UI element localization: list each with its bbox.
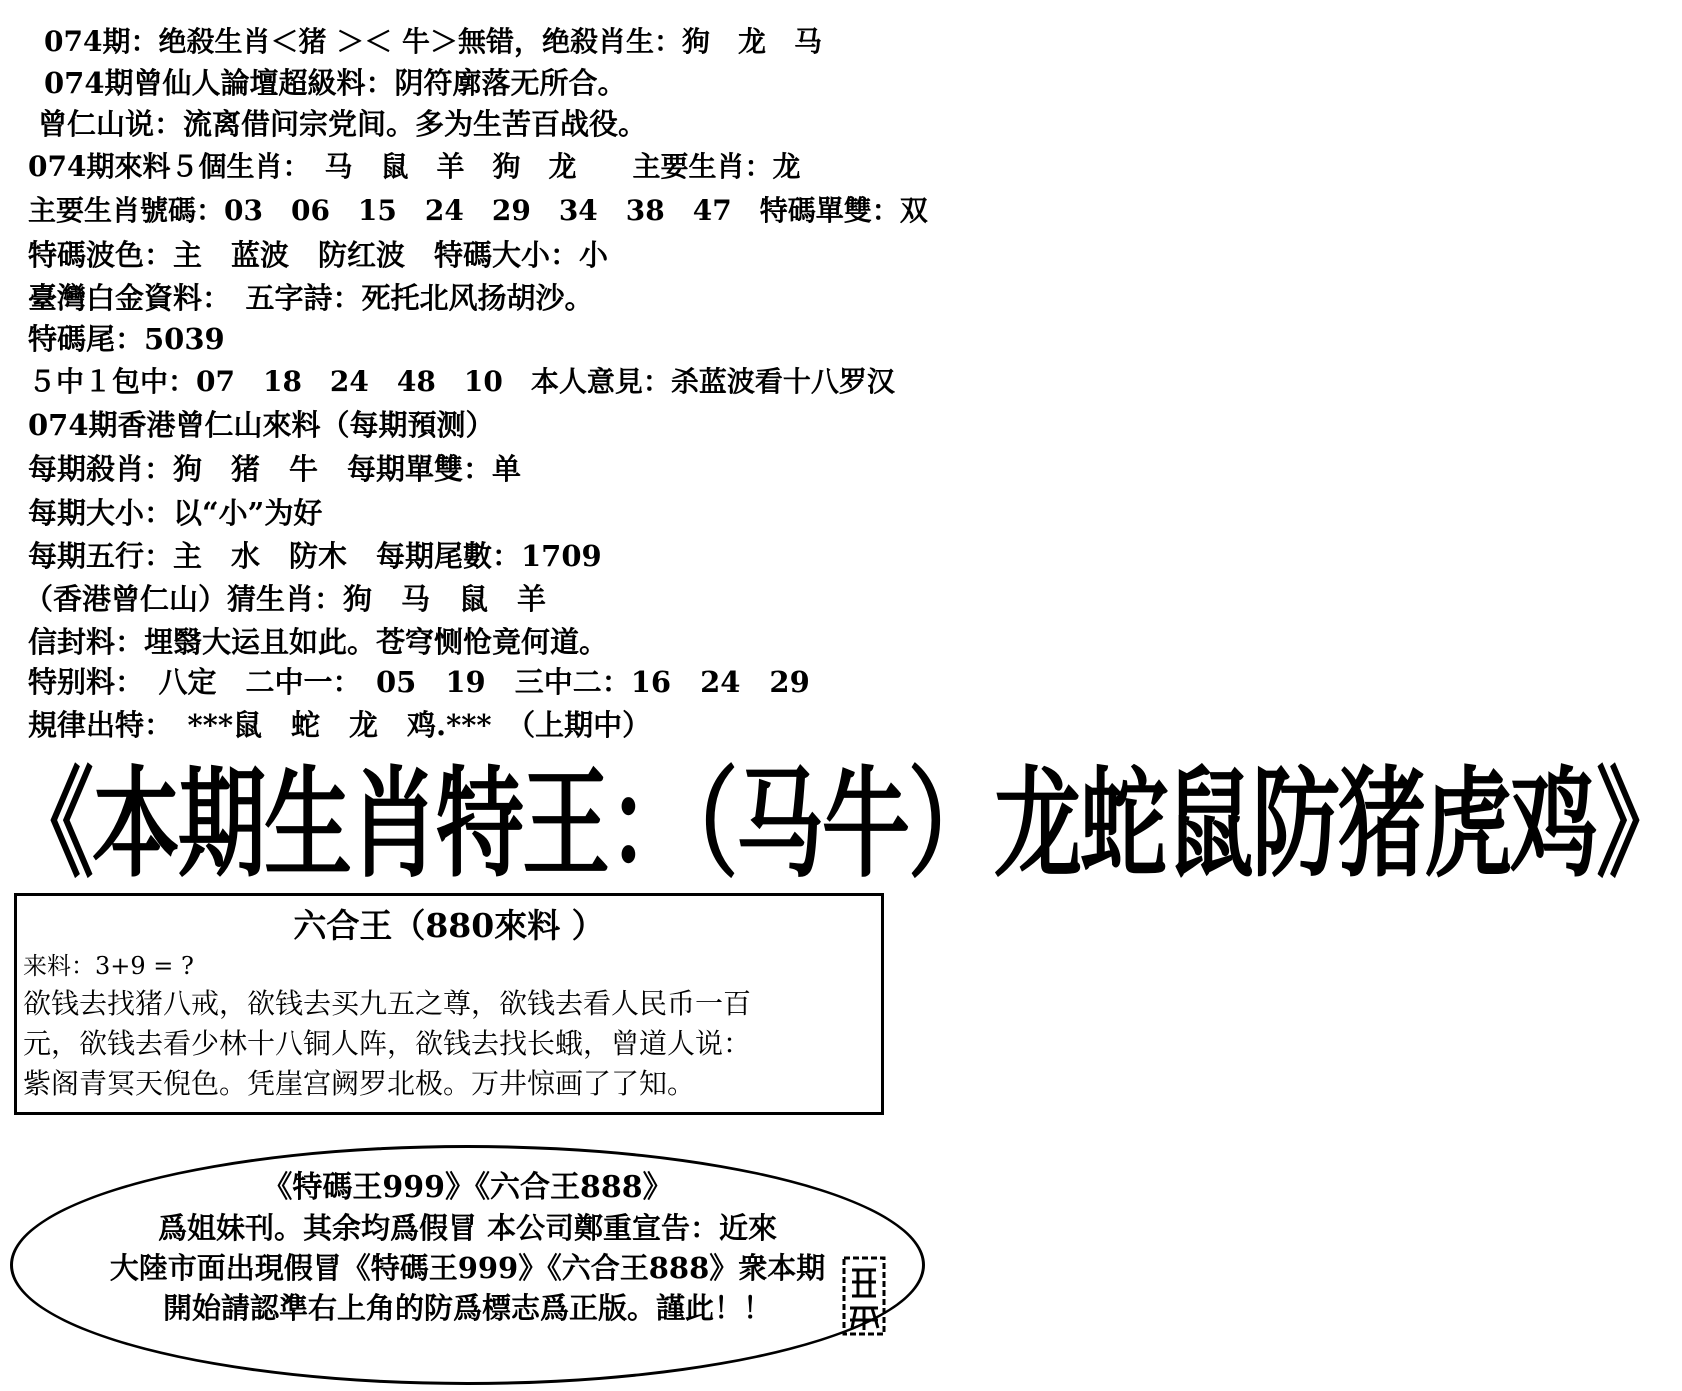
text-line-8: 特碼尾：5039 bbox=[28, 322, 225, 356]
oval-line-1: 《特碼王999》《六合王888》 bbox=[262, 1170, 673, 1205]
text-line-4: 074期來料５個生肖： 马 鼠 羊 狗 龙 主要生肖：龙 bbox=[28, 150, 801, 183]
headline-text: 《本期生肖特王：（马牛）龙蛇鼠防猪虎鸡》 bbox=[6, 754, 1682, 894]
box-title: 六合王（880來料 ） bbox=[293, 906, 605, 945]
text-line-14: （香港曾仁山）猜生肖：狗 马 鼠 羊 bbox=[24, 582, 547, 616]
oval-line-3: 大陸市面出現假冒《特碼王999》《六合王888》衆本期 bbox=[109, 1251, 826, 1285]
box-line-3: 元，欲钱去看少林十八铜人阵，欲钱去找长蛾，曾道人说： bbox=[23, 1027, 752, 1060]
text-line-1: 074期：绝殺生肖＜猪 ＞＜ 牛＞無错，绝殺肖生：狗 龙 马 bbox=[44, 25, 822, 58]
text-line-13: 每期五行：主 水 防木 每期尾數：1709 bbox=[28, 539, 602, 573]
text-line-9: ５中１包中：07 18 24 48 10 本人意見：杀蓝波看十八罗汉 bbox=[28, 365, 895, 398]
box-line-1: 来料：3+9 = ? bbox=[23, 952, 194, 980]
oval-line-2: 爲姐妹刊。其余均爲假冒 本公司鄭重宣告：近來 bbox=[157, 1211, 778, 1245]
seal-stamp-icon bbox=[838, 1250, 893, 1345]
liuhe-wang-box bbox=[14, 893, 884, 1115]
text-line-6: 特碼波色：主 蓝波 防红波 特碼大小：小 bbox=[28, 238, 609, 272]
text-line-15: 信封料：埋翳大运且如此。苍穹恻怆竟何道。 bbox=[28, 625, 609, 659]
box-line-2: 欲钱去找猪八戒，欲钱去买九五之尊，欲钱去看人民币一百 bbox=[23, 987, 752, 1020]
oval-line-4: 開始請認準右上角的防爲標志爲正版。謹此！！ bbox=[162, 1291, 772, 1325]
text-line-7: 臺灣白金資料： 五字詩：死托北风扬胡沙。 bbox=[28, 281, 594, 315]
text-line-11: 每期殺肖：狗 猪 牛 每期單雙：单 bbox=[28, 452, 522, 486]
text-line-10: 074期香港曾仁山來料（每期預测） bbox=[28, 408, 495, 442]
text-line-2: 074期曾仙人論壇超級料：阴符廓落无所合。 bbox=[44, 66, 627, 100]
text-line-5: 主要生肖號碼：03 06 15 24 29 34 38 47 特碼單雙：双 bbox=[28, 194, 928, 227]
headline-banner bbox=[0, 714, 1682, 917]
notice-oval bbox=[10, 1145, 925, 1385]
text-line-17: 規律出特： ***鼠 蛇 龙 鸡.*** （上期中） bbox=[28, 708, 652, 742]
box-line-4: 紫阁青冥天倪色。凭崖宫阙罗北极。万井惊画了了知。 bbox=[23, 1067, 696, 1100]
text-line-3: 曾仁山说：流离借问宗党间。多为生苦百战役。 bbox=[38, 107, 648, 141]
text-line-12: 每期大小：以“小”为好 bbox=[28, 496, 323, 530]
text-line-16: 特别料： 八定 二中一： 05 19 三中二：16 24 29 bbox=[28, 665, 810, 699]
